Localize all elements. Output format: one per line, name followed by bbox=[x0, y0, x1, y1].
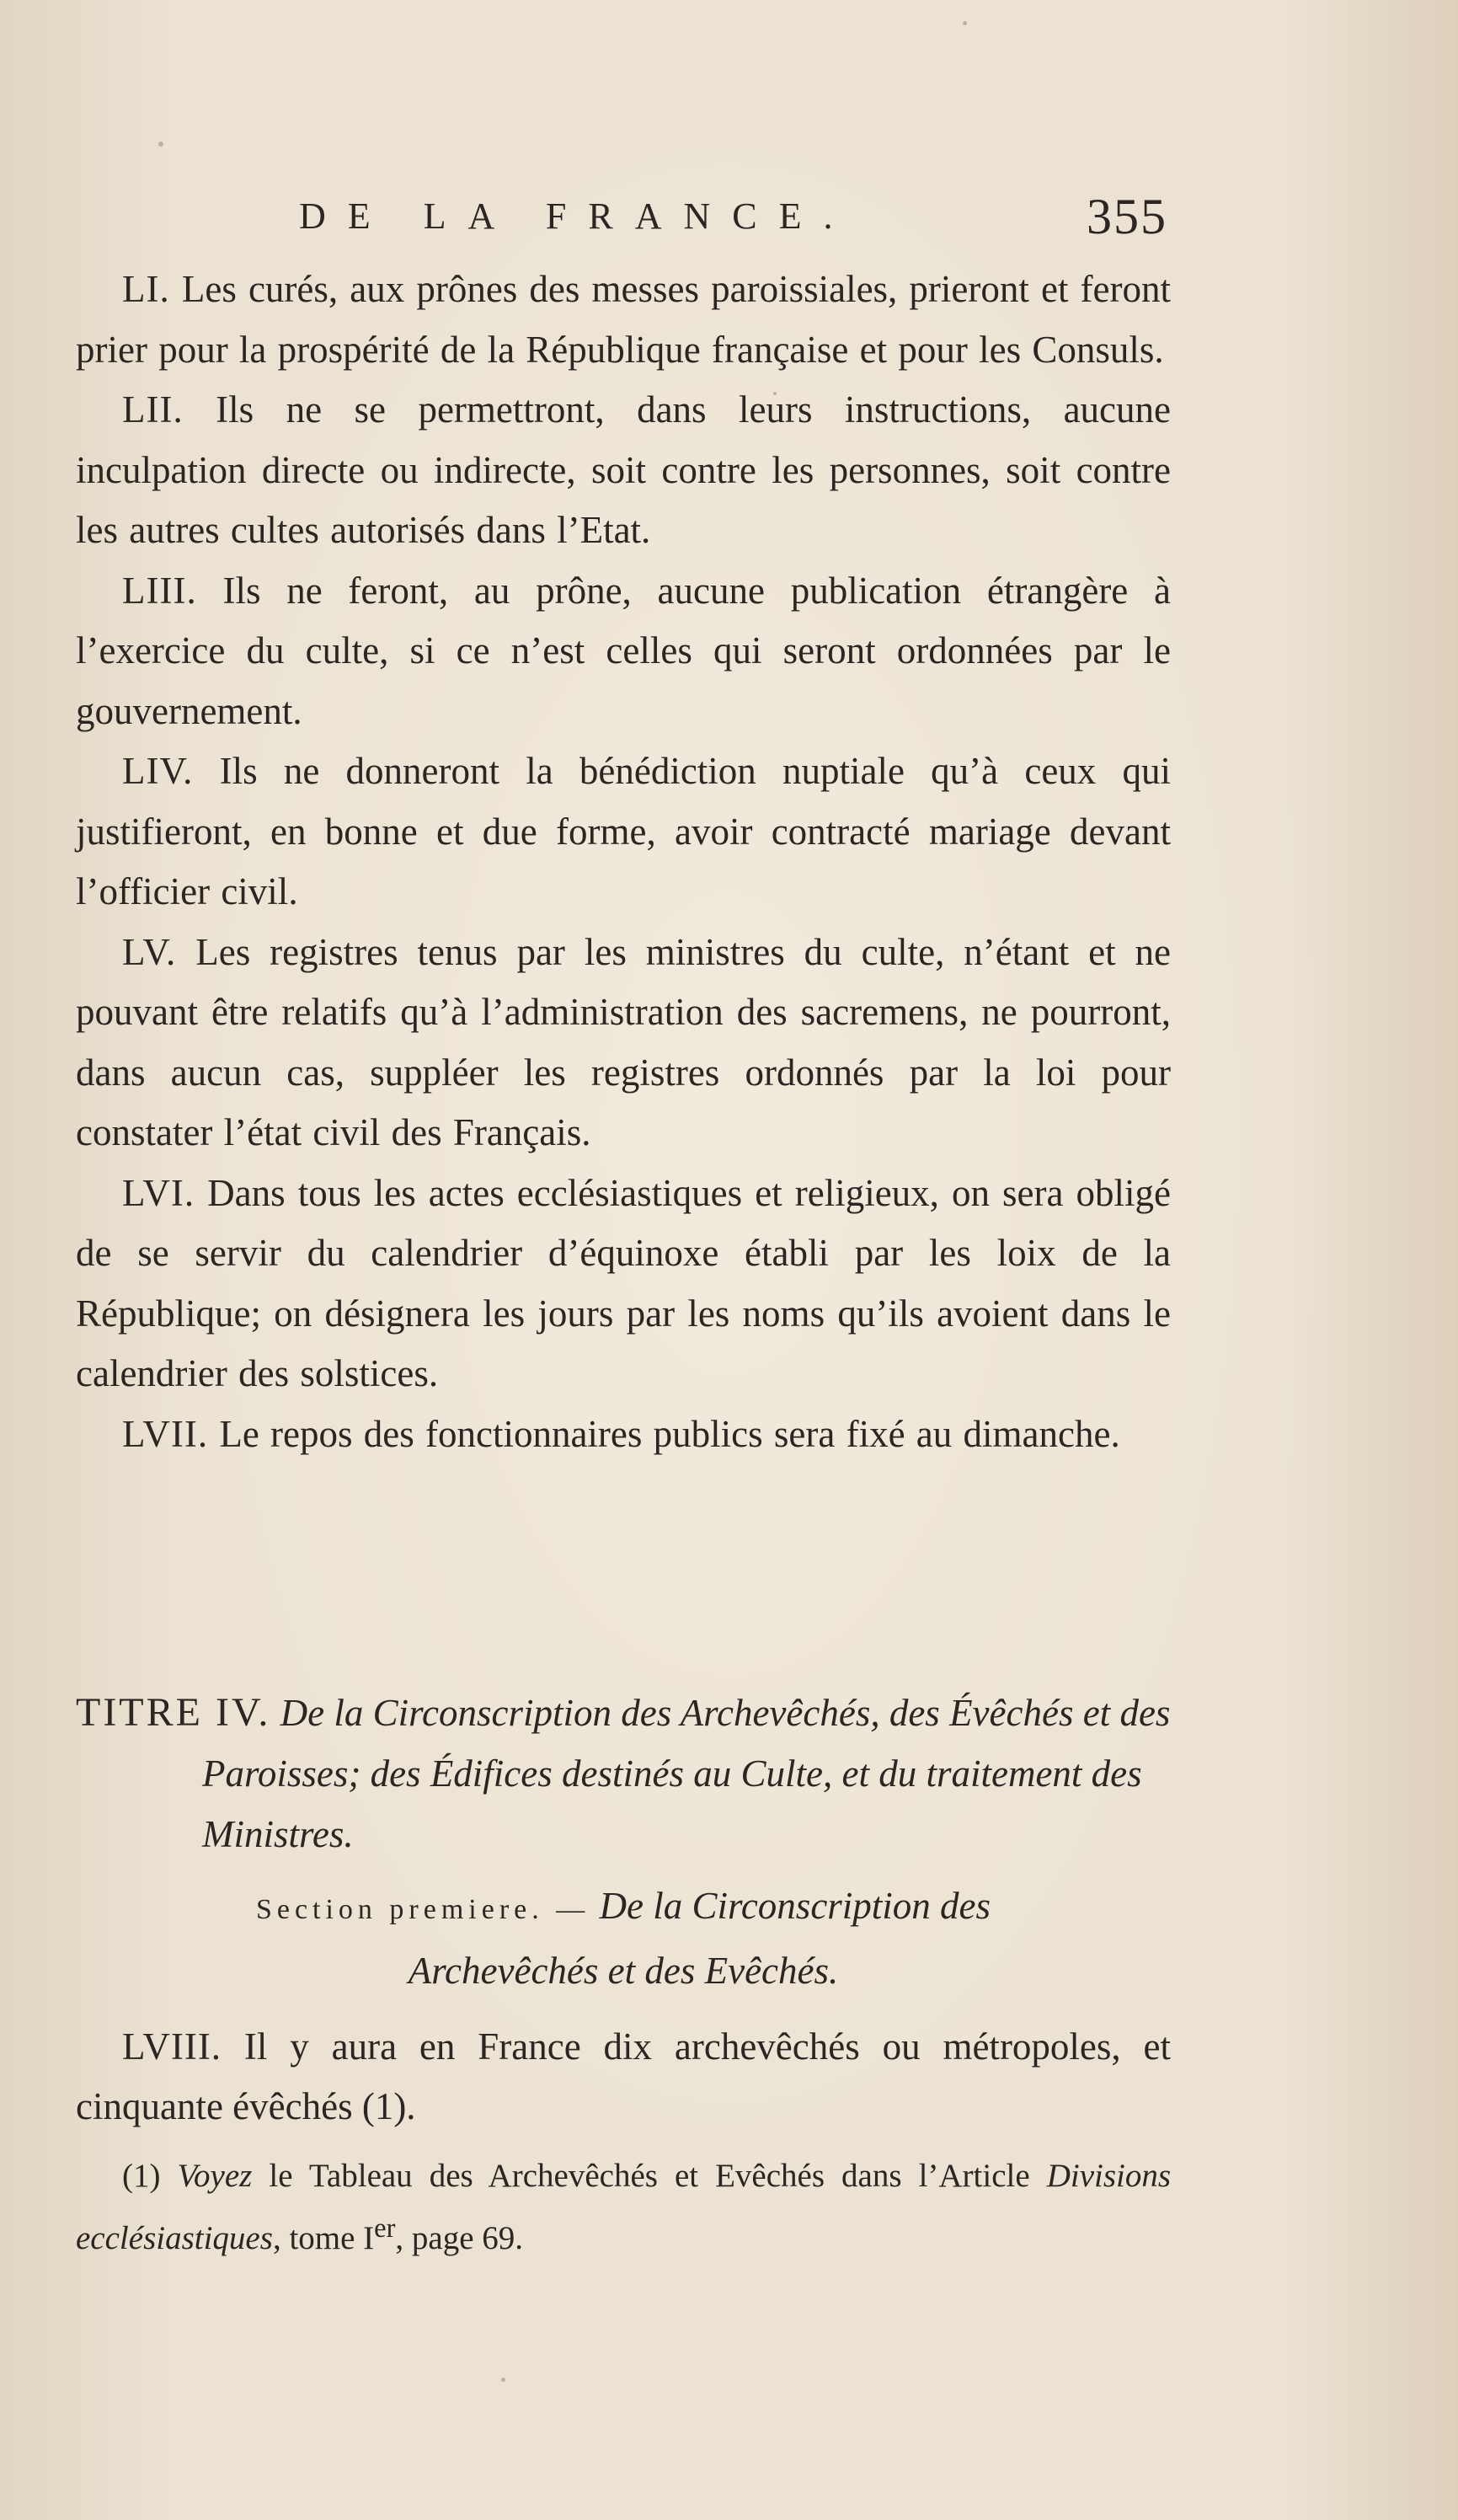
article-lviii bbox=[76, 2017, 1171, 2137]
section-title-part-1: De la Circonscription des bbox=[599, 1885, 991, 1927]
section-title-part-2: Archevêchés et des Evêchés. bbox=[408, 1950, 839, 1992]
article-number: LI. bbox=[122, 268, 170, 310]
paper-speck bbox=[158, 142, 163, 147]
article-li bbox=[76, 259, 1171, 380]
footnote-tome: , tome I bbox=[272, 2220, 375, 2256]
article-number: LVII. bbox=[122, 1412, 209, 1455]
titre-text: De la Circonscription des Archevêchés, des Évêchés et des Paroisses; des Édifices destinés au Culte, et du traitement des Ministres. bbox=[202, 1692, 1171, 1855]
footnote-marker: (1) bbox=[122, 2158, 161, 2194]
footnote-italic-ref: Divisions ecclésiastiques bbox=[76, 2158, 1172, 2256]
paper-speck bbox=[963, 21, 967, 25]
article-number: LIV. bbox=[122, 750, 194, 792]
titre-line bbox=[76, 1683, 1171, 1865]
article-number: LV. bbox=[122, 930, 177, 973]
article-text: Le repos des fonctionnaires publics sera fixé au dimanche. bbox=[219, 1412, 1120, 1455]
article-text: Il y aura en France dix archevêchés ou métropoles, et cinquante évêchés (1). bbox=[76, 2025, 1171, 2127]
article-lviii-para bbox=[76, 2017, 1171, 2137]
running-title: DE LA FRANCE. bbox=[299, 195, 855, 237]
titre-label: TITRE IV. bbox=[76, 1690, 271, 1735]
article-text: Les curés, aux prônes des messes paroissiales, prieront et feront prier pour la prospérité de la République française et pour les Consuls. bbox=[76, 268, 1172, 371]
article-text: Les registres tenus par les ministres du culte, n’étant et ne pouvant être relatifs qu’à l’administration des sacremens, ne pourront, dans aucun cas, suppléer les registres ordonnés par la loi pour constater l’état civil des Français. bbox=[76, 930, 1172, 1153]
article-liv bbox=[76, 741, 1171, 923]
article-liii bbox=[76, 561, 1171, 742]
footnote-text: le Tableau des Archevêchés et Evêchés dans l’Article bbox=[269, 2158, 1030, 2194]
paper-speck bbox=[501, 2378, 505, 2382]
footnote bbox=[76, 2150, 1171, 2265]
footnote-page-ref: , page 69. bbox=[395, 2220, 524, 2256]
article-number: LVI. bbox=[122, 1171, 195, 1214]
footnote-para bbox=[76, 2150, 1171, 2265]
article-number: LII. bbox=[122, 388, 184, 431]
titre-heading bbox=[76, 1683, 1171, 1865]
section-label: Section premiere. — bbox=[255, 1894, 590, 1925]
article-text: Dans tous les actes ecclésiastiques et religieux, on sera obligé de se servir du calendrier d’équinoxe établi par les loix de la République; on désignera les jours par les noms qu’ils avoient dans le calendrier des solstices. bbox=[76, 1171, 1171, 1394]
article-lvi bbox=[76, 1164, 1171, 1404]
footnote-superscript: er bbox=[374, 2213, 396, 2244]
footnote-voyez: Voyez bbox=[177, 2158, 253, 2194]
articles-body bbox=[76, 259, 1171, 1464]
section-line-2 bbox=[76, 1940, 1171, 2001]
section-heading bbox=[76, 1875, 1171, 2001]
article-number: LIII. bbox=[122, 569, 197, 612]
running-head bbox=[0, 187, 1458, 246]
article-text: Ils ne se permettront, dans leurs instructions, aucune inculpation directe ou indirecte, soit contre les personnes, soit contre les autres cultes autorisés dans l’Etat. bbox=[76, 388, 1172, 551]
article-lii bbox=[76, 380, 1171, 561]
article-lvii bbox=[76, 1404, 1171, 1465]
article-lv bbox=[76, 923, 1171, 1164]
section-line-1 bbox=[76, 1875, 1171, 1940]
article-text: Ils ne donneront la bénédiction nuptiale qu’à ceux qui justifieront, en bonne et due forme, avoir contracté mariage devant l’officier civil. bbox=[76, 750, 1172, 912]
article-number: LVIII. bbox=[122, 2025, 222, 2068]
page-number: 355 bbox=[1087, 189, 1167, 244]
article-text: Ils ne feront, au prône, aucune publication étrangère à l’exercice du culte, si ce n’est celles qui seront ordonnées par le gouvernement. bbox=[76, 569, 1171, 732]
